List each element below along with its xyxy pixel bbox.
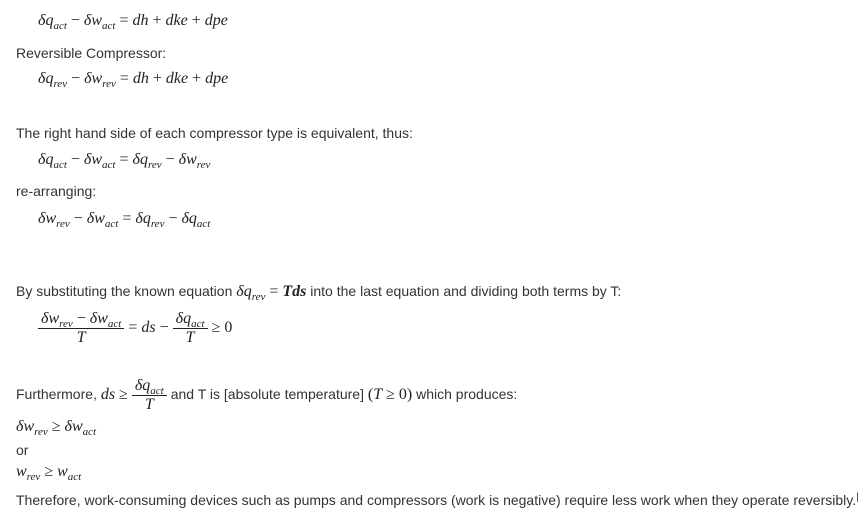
text-furthermore-start: Furthermore, xyxy=(16,386,97,403)
text-substituting-end: into the last equation and dividing both terms by T: xyxy=(310,283,622,299)
text-furthermore xyxy=(16,377,517,414)
inline-equation-tds: $\delta q_{rev}$ = Tds xyxy=(236,283,307,303)
text-substituting-start: By substituting the known equation xyxy=(16,283,233,299)
label-or: or xyxy=(16,442,29,458)
label-rearranging: re-arranging: xyxy=(16,183,97,199)
fraction-heat-over-t-inline: $\frac{\delta q_{act}}{T}$ xyxy=(132,377,167,414)
fraction-heat-over-t: $\frac{\delta q_{act}}{T}$ xyxy=(173,310,208,347)
inline-equation-t-positive: (T ≥ 0) xyxy=(367,386,413,404)
text-therefore xyxy=(16,492,859,508)
text-furthermore-end: which produces: xyxy=(416,386,518,403)
equation-work-delta-inequality: $\delta w_{rev} \ge \delta w_{act}$ xyxy=(16,418,97,438)
equation-work-inequality: $w_{rev} \ge w_{act}$ xyxy=(16,463,82,483)
equation-equivalence: $\delta q_{act} - \delta w_{act} = \delta q_{rev} - \delta w_{rev}$ xyxy=(38,151,211,171)
fraction-work-difference: $\frac{\delta w_{rev} - \delta w_{act}}{T}$ xyxy=(38,310,124,347)
equation-rearranged: $\delta w_{rev} - \delta w_{act} = \delta q_{rev} - \delta q_{act}$ xyxy=(38,210,211,230)
text-rhs-equivalent: The right hand side of each compressor type is equivalent, thus: xyxy=(16,125,413,141)
equation-reversible-energy-balance: $\delta q_{rev} - \delta w_{rev}$ = dh + dke + dpe xyxy=(38,70,229,90)
equation-entropy-inequality: $\frac{\delta w_{rev} - \delta w_{act}}{T}$ = ds − $\frac{\delta q_{act}}{T}$ ≥ 0 xyxy=(38,310,232,347)
inline-equation-ds-inequality: ds ≥ $\frac{\delta q_{act}}{T}$ xyxy=(101,386,171,403)
text-substituting xyxy=(16,283,621,301)
text-furthermore-middle: and T is [absolute temperature] xyxy=(170,386,364,403)
label-reversible-compressor: Reversible Compressor: xyxy=(16,45,167,61)
text-therefore-body: Therefore, work-consuming devices such as pumps and compressors (work is negative) require less work when they operate reversibly. xyxy=(16,492,857,508)
citation-mark[interactable]: | xyxy=(856,492,859,503)
equation-actual-energy-balance: $\delta q_{act} - \delta w_{act}$ = dh + dke + dpe xyxy=(38,12,228,32)
